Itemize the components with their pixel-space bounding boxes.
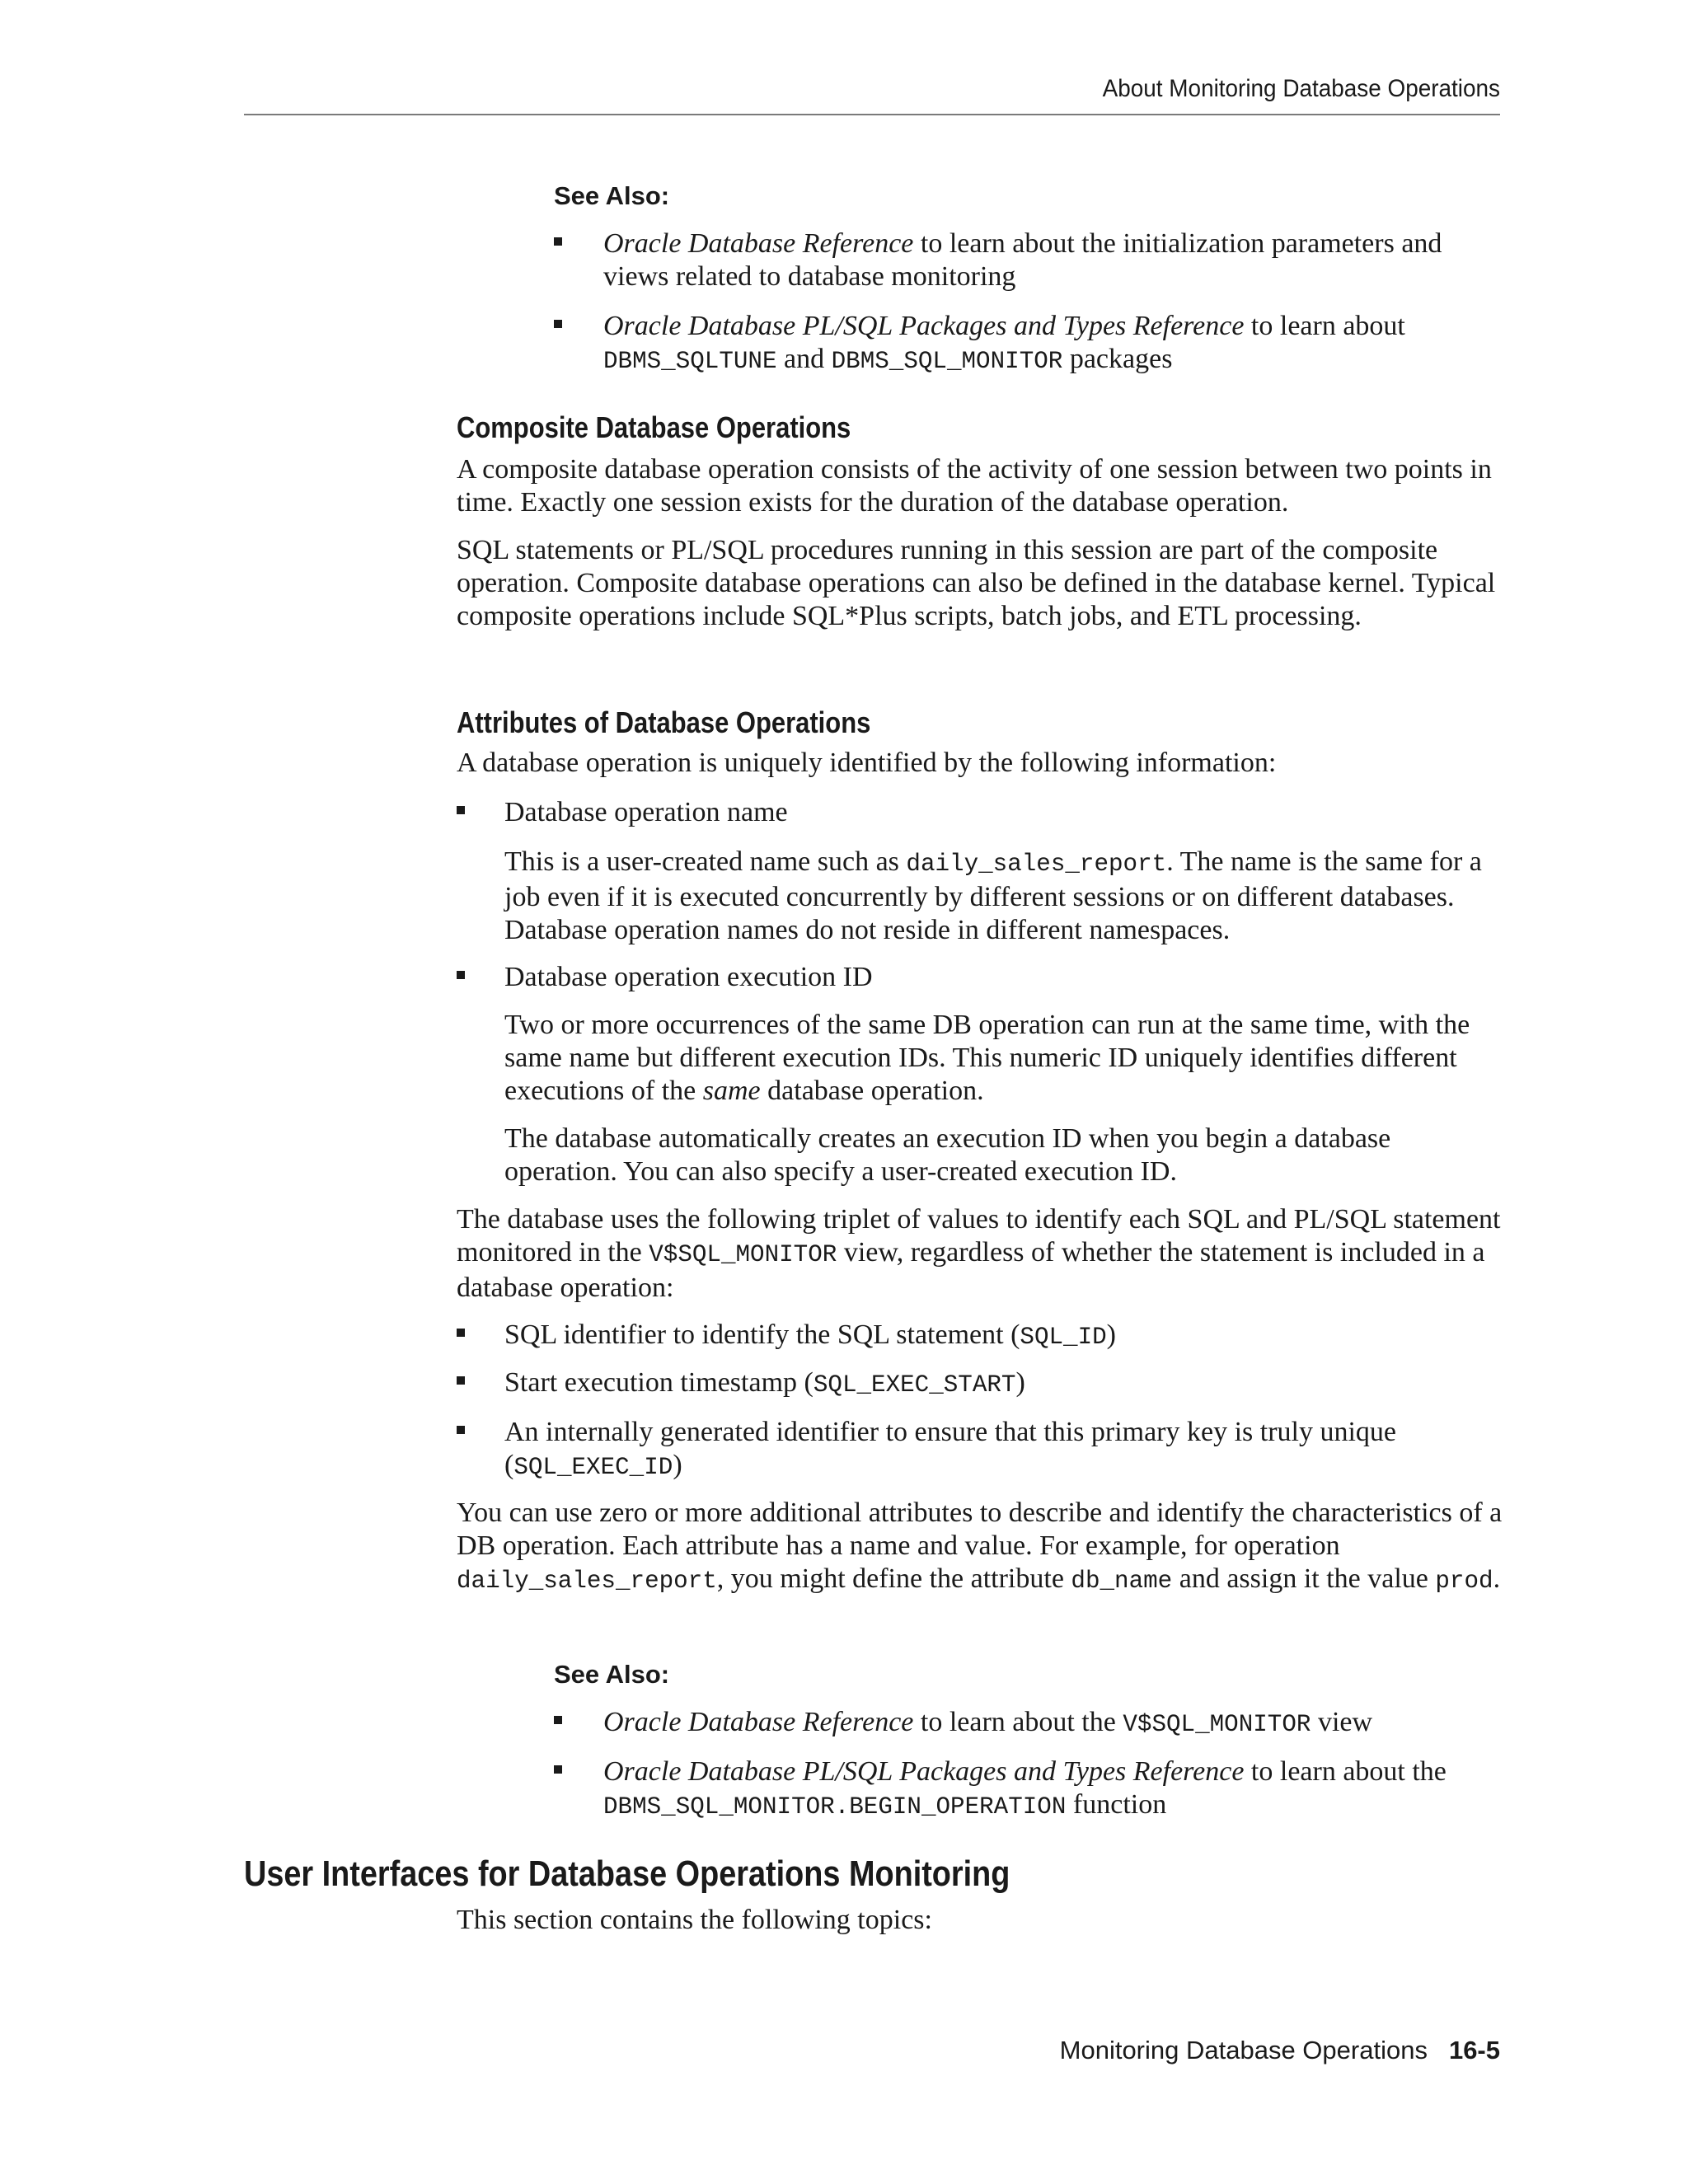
- bullet-icon: [457, 1376, 465, 1385]
- code-text: db_name: [1071, 1568, 1173, 1595]
- paragraph: This section contains the following topics:: [457, 1905, 932, 1935]
- emphasis-text: same: [702, 1076, 761, 1106]
- code-text: daily_sales_report: [457, 1568, 717, 1595]
- code-text: DBMS_SQL_MONITOR.BEGIN_OPERATION: [603, 1793, 1067, 1821]
- bullet-icon: [457, 806, 465, 814]
- bullet-icon: [554, 1765, 562, 1774]
- see-also-item: Oracle Database Reference to learn about the V$SQL_MONITOR view: [554, 1706, 1461, 1741]
- see-also-item: [554, 227, 1461, 293]
- bullet-icon: [554, 237, 562, 246]
- footer-chapter-title: Monitoring Database Operations: [1059, 2036, 1428, 2064]
- list-item-description: This is a user-created name such as daily_sales_report. The name is the same for a job even if it is executed concurrently by different sessions or on different databases. Database operation names do not reside in different namespaces.: [504, 846, 1482, 945]
- bullet-icon: [554, 320, 562, 328]
- section-heading: Attributes of Database Operations: [457, 705, 871, 739]
- see-also-text: to learn about: [1244, 311, 1405, 341]
- section-heading-main: User Interfaces for Database Operations Monitoring: [244, 1854, 1010, 1894]
- see-also-label: See Also:: [554, 1660, 670, 1689]
- list-item: Database operation name: [457, 796, 1503, 829]
- doc-reference-link[interactable]: Oracle Database PL/SQL Packages and Types Reference: [603, 311, 1245, 341]
- list-item-description: Two or more occurrences of the same DB operation can run at the same time, with the same name but different execution IDs. This numeric ID uniquely identifies different executions of the same database operation.: [504, 1010, 1470, 1106]
- code-text: SQL_ID: [1020, 1324, 1107, 1351]
- list-item: An internally generated identifier to ensure that this primary key is truly unique (SQL_EXEC_ID): [457, 1416, 1503, 1484]
- paragraph: SQL statements or PL/SQL procedures running in this session are part of the composite operation. Composite database operations can also be defined in the database kernel. Typical composite operations include SQL*Plus scripts, batch jobs, and ETL processing.: [457, 535, 1496, 631]
- code-text: DBMS_SQLTUNE: [603, 348, 777, 375]
- see-also-item: [554, 310, 1461, 378]
- list-item: Start execution timestamp (SQL_EXEC_START): [457, 1366, 1503, 1402]
- code-text: SQL_EXEC_ID: [513, 1454, 673, 1481]
- section-heading: Composite Database Operations: [457, 410, 851, 444]
- bullet-icon: [554, 1716, 562, 1724]
- see-also-text: packages: [1062, 344, 1173, 374]
- see-also-item: Oracle Database PL/SQL Packages and Types Reference to learn about the DBMS_SQL_MONITOR.BEGIN_OPERATION function: [554, 1755, 1461, 1824]
- doc-reference-link[interactable]: Oracle Database PL/SQL Packages and Types Reference: [603, 1756, 1245, 1787]
- code-text: V$SQL_MONITOR: [1123, 1711, 1311, 1738]
- see-also-text: to learn about the initialization parameters and views related to database monitoring: [603, 228, 1442, 292]
- header-rule: [244, 114, 1500, 115]
- doc-reference-link[interactable]: Oracle Database Reference: [603, 1707, 914, 1737]
- code-text: daily_sales_report: [906, 851, 1167, 878]
- code-text: V$SQL_MONITOR: [649, 1241, 837, 1268]
- see-also-text: and: [776, 344, 832, 374]
- bullet-icon: [457, 971, 465, 979]
- list-item: Database operation execution ID: [457, 961, 1503, 994]
- code-text: DBMS_SQL_MONITOR: [831, 348, 1063, 375]
- list-item-description: The database automatically creates an execution ID when you begin a database operation. You can also specify a user-created execution ID.: [504, 1123, 1391, 1187]
- paragraph: A database operation is uniquely identified by the following information:: [457, 748, 1277, 778]
- running-header: About Monitoring Database Operations: [1102, 75, 1500, 102]
- doc-reference-link[interactable]: Oracle Database Reference: [603, 228, 914, 259]
- page-number: 16-5: [1448, 2036, 1500, 2064]
- page-footer: [824, 2036, 1500, 2065]
- paragraph: You can use zero or more additional attributes to describe and identify the characteristics of a DB operation. Each attribute has a name and value. For example, for operation daily_sales_report, you might define the attribute db_name and assign it the value prod.: [457, 1497, 1503, 1595]
- bullet-icon: [457, 1329, 465, 1337]
- list-item: SQL identifier to identify the SQL statement (SQL_ID): [457, 1319, 1503, 1354]
- paragraph: A composite database operation consists of the activity of one session between two points in time. Exactly one session exists for the duration of the database operation.: [457, 454, 1492, 518]
- see-also-label: See Also:: [554, 181, 670, 210]
- code-text: SQL_EXEC_START: [813, 1371, 1016, 1399]
- code-text: prod: [1435, 1568, 1493, 1595]
- bullet-icon: [457, 1426, 465, 1434]
- paragraph: The database uses the following triplet of values to identify each SQL and PL/SQL statement monitored in the V$SQL_MONITOR view, regardless of whether the statement is included in a database operation:: [457, 1204, 1501, 1303]
